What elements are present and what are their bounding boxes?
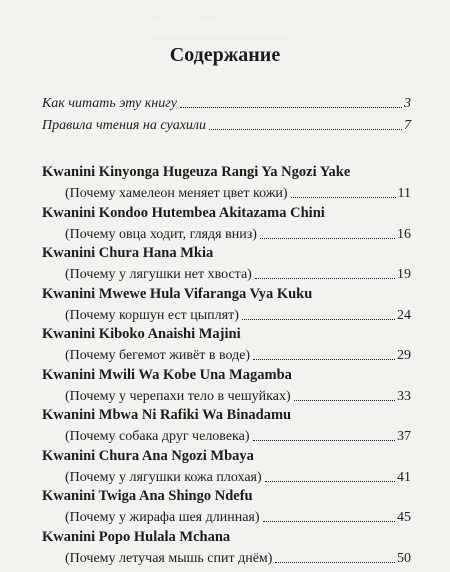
story-title-swahili[interactable]: Kwanini Mwili Wa Kobe Una Magamba — [42, 366, 292, 383]
story-entry-russian[interactable] — [65, 385, 411, 405]
page-number: 16 — [397, 226, 411, 242]
page-number: 19 — [397, 267, 411, 282]
story-title-russian: (Почему у черепахи тело в чешуйках) — [65, 388, 291, 404]
story-title-swahili[interactable]: Kwanini Kinyonga Hugeuza Rangi Ya Ngozi Yake — [42, 164, 351, 180]
dot-leader — [253, 440, 395, 441]
page-number: 24 — [397, 307, 411, 323]
story-entry-russian[interactable] — [65, 263, 411, 283]
story-title-russian: (Почему коршун ест цыплят) — [65, 307, 239, 323]
entry-label: Правила чтения на суахили — [42, 118, 207, 133]
story-title-russian: (Почему хамелеон меняет цвет кожи) — [65, 186, 288, 201]
story-title-russian: (Почему овца ходит, глядя вниз) — [65, 226, 257, 242]
dot-leader — [260, 238, 395, 239]
story-entry-russian[interactable] — [65, 466, 411, 486]
page-title: Содержание — [169, 44, 281, 66]
toc-entry-reading-rules[interactable] — [42, 114, 411, 134]
story-entry-russian[interactable] — [65, 547, 411, 567]
dot-leader — [294, 400, 395, 401]
story-title-russian: (Почему летучая мышь спит днём) — [65, 550, 273, 566]
story-entry-russian[interactable] — [65, 223, 411, 243]
story-entry-russian[interactable] — [65, 506, 411, 526]
story-entry-russian[interactable] — [65, 182, 411, 202]
page-number: 33 — [397, 388, 411, 404]
dot-leader — [263, 521, 395, 522]
page-number: 7 — [404, 118, 411, 133]
page-number: 45 — [397, 510, 411, 525]
toc-entry-how-to-read[interactable] — [42, 92, 411, 112]
story-title-russian: (Почему у лягушки кожа плохая) — [65, 469, 262, 485]
dot-leader — [275, 562, 395, 563]
story-title-swahili[interactable]: Kwanini Chura Hana Mkia — [42, 245, 214, 261]
story-title-swahili[interactable]: Kwanini Chura Ana Ngozi Mbaya — [42, 447, 254, 464]
dot-leader — [291, 197, 396, 198]
story-title-swahili[interactable]: Kwanini Kondoo Hutembea Akitazama Chini — [42, 204, 325, 221]
dot-leader — [255, 278, 395, 279]
bleed-through-text: - - - - - - - - - - - - - - - — [150, 8, 252, 22]
dot-leader — [180, 107, 402, 108]
page-number: 29 — [397, 348, 411, 363]
page-number: 37 — [397, 429, 411, 444]
entry-label: Как читать эту книгу — [42, 96, 177, 111]
page-number: 41 — [397, 469, 411, 485]
story-title-russian: (Почему бегемот живёт в воде) — [65, 348, 251, 363]
story-entry-russian[interactable] — [65, 304, 411, 324]
story-title-swahili[interactable]: Kwanini Mbwa Ni Rafiki Wa Binadamu — [42, 407, 292, 423]
page-number: 50 — [397, 550, 411, 566]
story-title-swahili[interactable]: Kwanini Kiboko Anaishi Majini — [42, 326, 241, 342]
bleed-through-text: - - - - - - - - - - - - - - - - - - - - — [150, 30, 287, 44]
dot-leader — [242, 319, 395, 320]
story-title-swahili[interactable]: Kwanini Mwewe Hula Vifaranga Vya Kuku — [42, 285, 313, 302]
page-number: 3 — [404, 96, 411, 111]
story-entry-russian[interactable] — [65, 344, 411, 364]
story-title-russian: (Почему у лягушки нет хвоста) — [65, 267, 252, 282]
story-entry-russian[interactable] — [65, 425, 411, 445]
story-title-russian: (Почему собака друг человека) — [65, 429, 250, 444]
dot-leader — [209, 129, 402, 130]
story-title-swahili[interactable]: Kwanini Twiga Ana Shingo Ndefu — [42, 488, 253, 504]
dot-leader — [265, 481, 395, 482]
dot-leader — [253, 359, 395, 360]
story-title-russian: (Почему у жирафа шея длинная) — [65, 510, 260, 525]
story-title-swahili[interactable]: Kwanini Popo Hulala Mchana — [42, 528, 231, 545]
page-number: 11 — [397, 186, 411, 201]
